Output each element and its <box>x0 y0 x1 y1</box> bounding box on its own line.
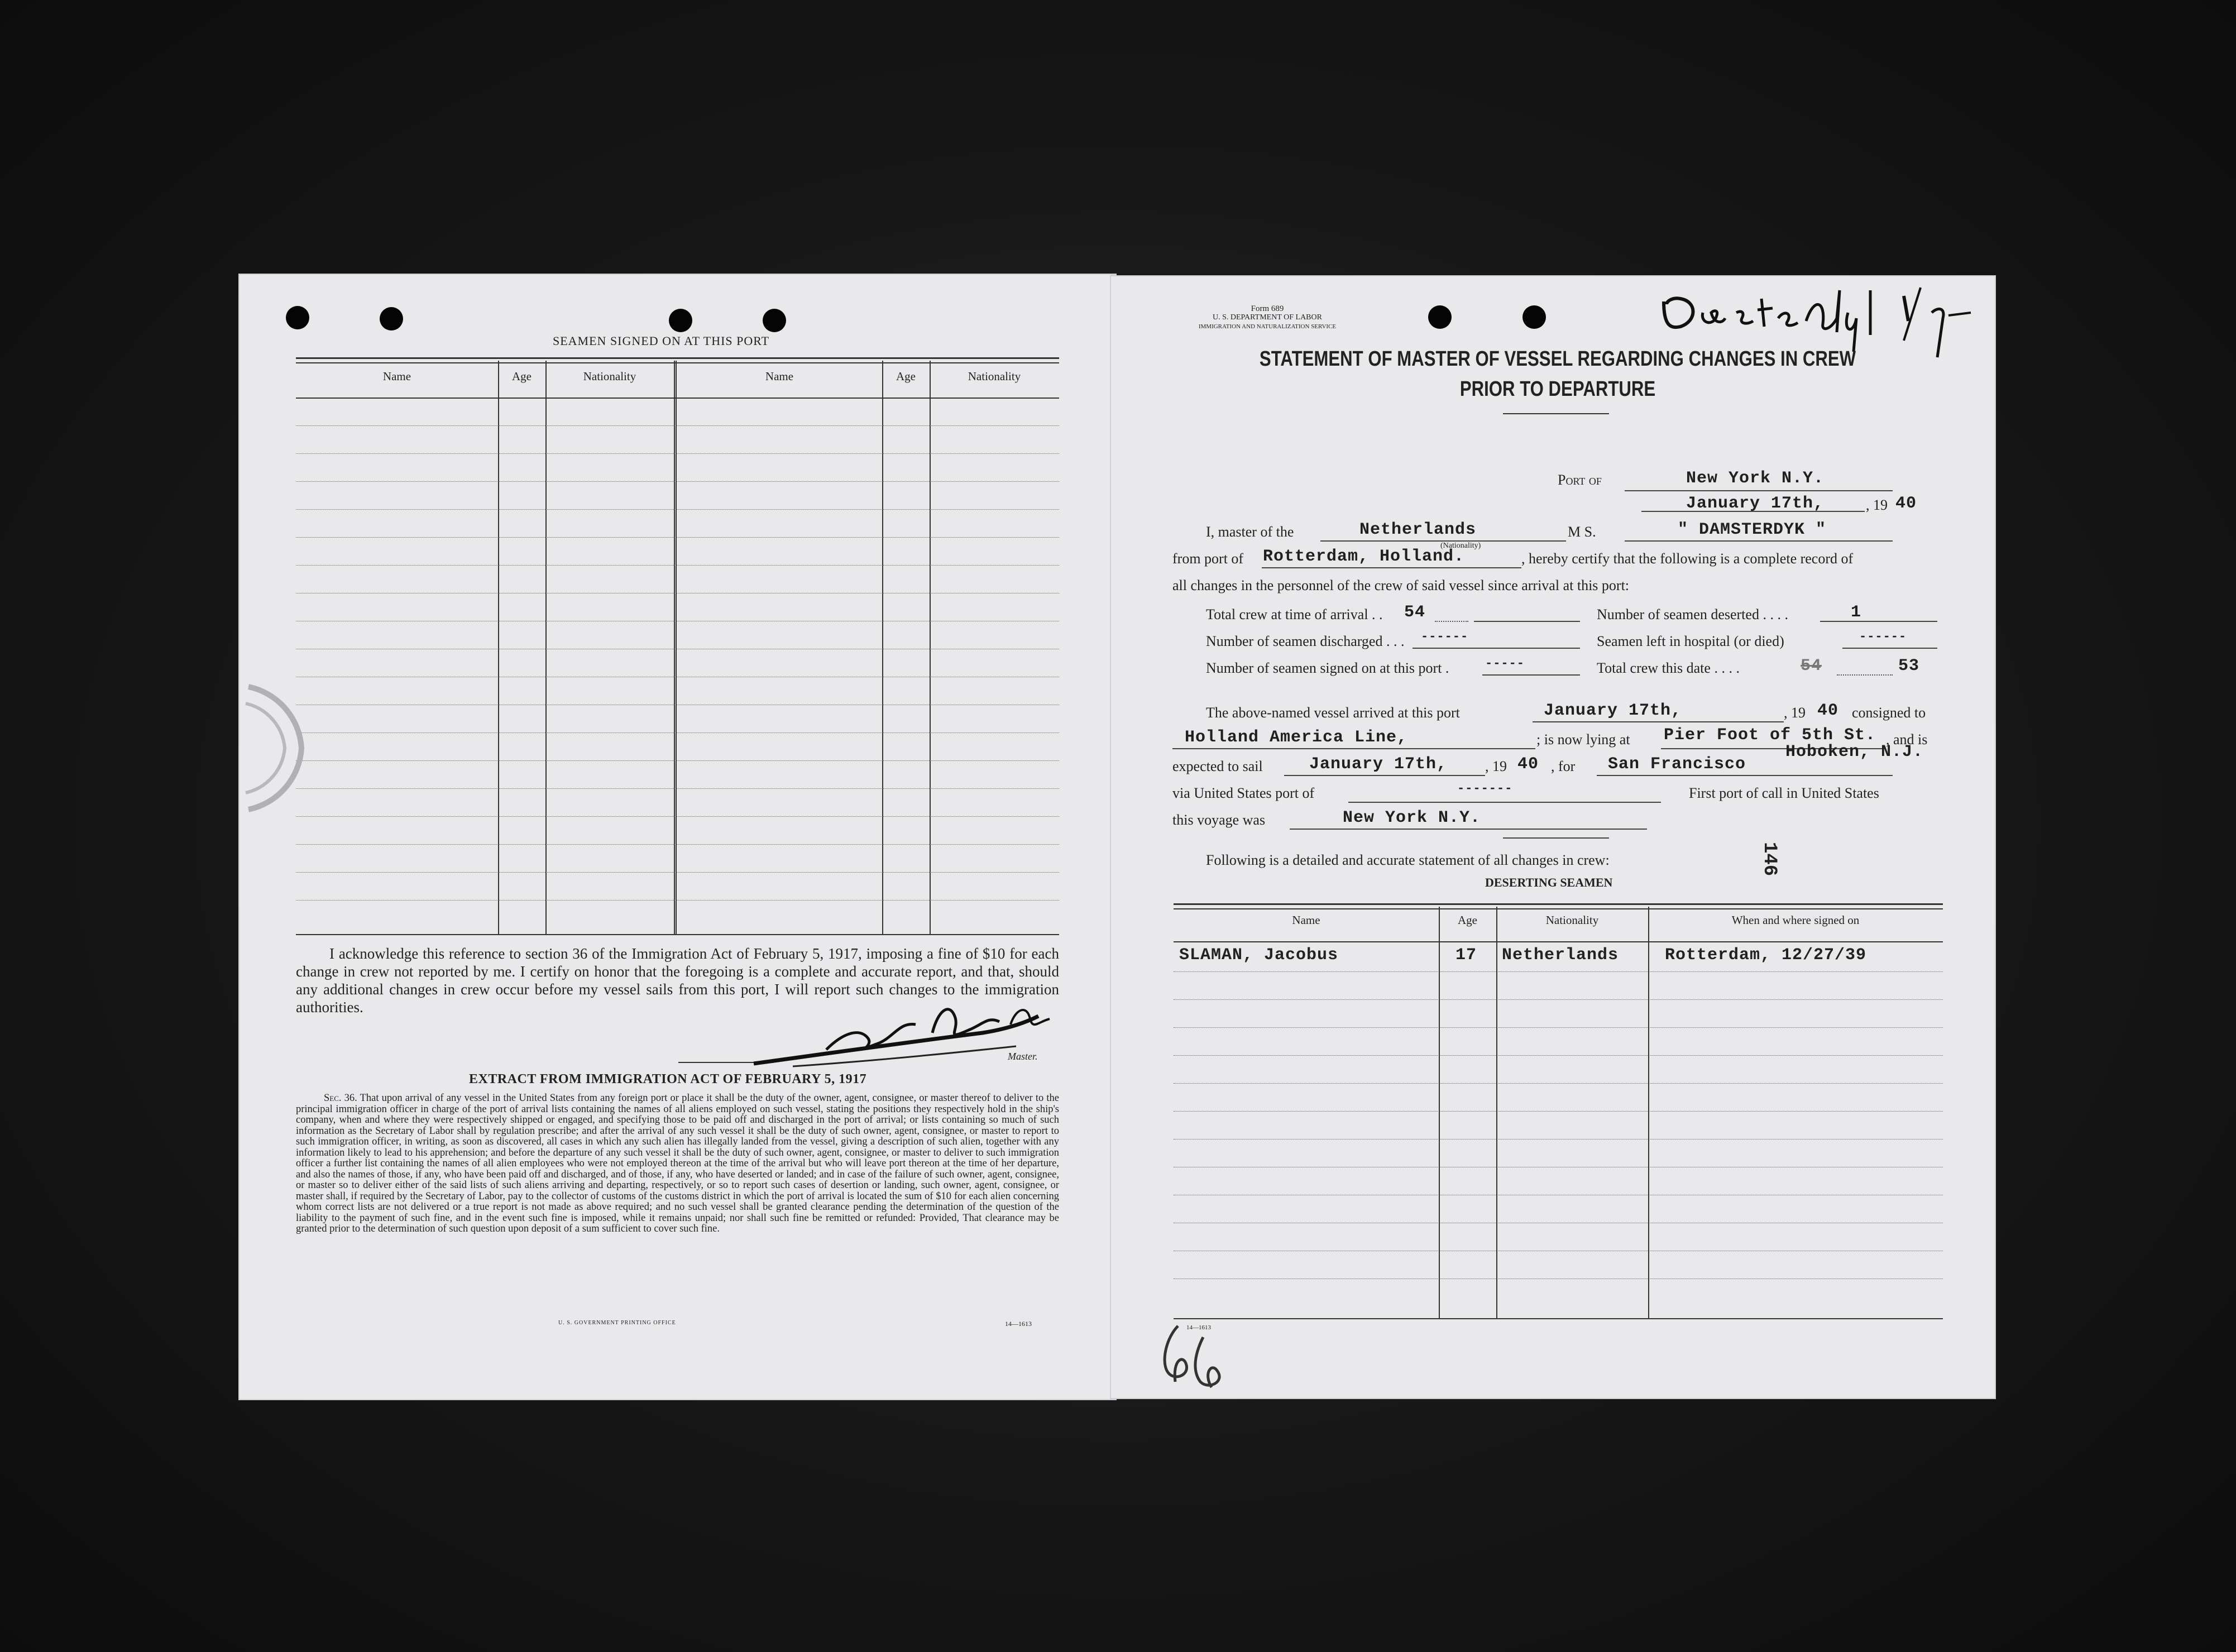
nationality-value: Netherlands <box>1359 520 1477 539</box>
count-underline <box>1842 648 1937 649</box>
title-rule <box>1503 413 1609 414</box>
section-body: That upon arrival of any vessel in the United States from any foreign port or place it shall be the duty of the owner, agent, consignee, or master thereof to deliver to the principal immigration officer in charge of the port of arrival lists containing the names of all aliens employed on such vessel, stating the positions they respectively hold in the ship's company, when and where they were respectively shipped or engaged, and specifying those to be paid off and discharged in the port of arrival; or lists containing so much of such information as the Secretary of Labor shall by regulation prescribe; and after the arrival of any such vessel it shall be the duty of such owner, agent, consignee, or master to report to such immigration officer, in writing, as soon as discovered, all cases in which any such alien has illegally landed from the vessel, giving a description of such alien, together with any information likely to lead to his apprehension; and before the departure of any such vessel it shall be the duty of such owner, agent, consignee, or master to deliver to such immigration officer a further list containing the names of all alien employees who were not employed thereon at the time of the arrival but who will leave port thereon at the time of her departure, and also the names of those, if any, who have been paid off and discharged, and of those, if any, who have deserted or landed; and in case of the failure of such owner, agent, consignee, or master so to deliver either of the said lists of such aliens arriving and departing, respectively, or so to report such cases of desertion or landing, such owner, agent, consignee, or master shall, if required by the Secretary of Labor, pay to the collector of customs of the customs district in which the port of arrival is located the sum of $10 for each alien concerning whom correct lists are not delivered or a true report is not made as above required; and no such vessel shall be granted clearance pending the determination of the question of the liability to the payment of such fine, and in the event such fine is imposed, while it remains unpaid; nor shall such fine be remitted or refunded: Provided, That clearance may be granted prior to the determination of such question upon deposit of a sum sufficient to cover such fine. <box>296 1093 1059 1234</box>
pier-value-2: Hoboken, N.J. <box>1785 743 1924 762</box>
deserting-seamen-table <box>1174 903 1943 1319</box>
column-header: Name <box>1292 913 1320 927</box>
printer-credit: U. S. GOVERNMENT PRINTING OFFICE <box>558 1320 676 1326</box>
voyage-underline <box>1290 829 1647 830</box>
consignee: Holland America Line, <box>1185 728 1408 747</box>
extract-title: EXTRACT FROM IMMIGRATION ACT OF FEBRUARY 5, 1917 <box>469 1072 867 1086</box>
column-header: Nationality <box>1545 913 1599 927</box>
pier-value: Pier Foot of 5th St. <box>1664 726 1876 745</box>
section-label: Sec. 36. <box>324 1093 357 1104</box>
seamen-signed-on-table <box>296 357 1059 935</box>
count-underline <box>1474 621 1580 622</box>
master-signature <box>748 999 1083 1075</box>
lying-label: ; is now lying at <box>1536 731 1630 748</box>
seamen-discharged: ------ <box>1421 630 1469 644</box>
seaman-signed-on: Rotterdam, 12/27/39 <box>1665 946 1867 965</box>
column-header: Nationality <box>968 370 1021 383</box>
count-underline <box>1482 674 1580 676</box>
count-underline <box>1413 648 1580 649</box>
nationality-caption: (Nationality) <box>1440 542 1481 550</box>
section-rule <box>1503 837 1609 839</box>
column-header: Nationality <box>583 370 636 383</box>
arrived-label: The above-named vessel arrived at this port <box>1206 705 1460 721</box>
consignee-underline <box>1172 748 1535 749</box>
following-text: Following is a detailed and accurate statement of all changes in crew: <box>1206 852 1610 868</box>
certify-text: , hereby certify that the following is a complete record of <box>1521 550 1854 567</box>
title-line-1: STATEMENT OF MASTER OF VESSEL REGARDING CHANGES IN CREW <box>1259 347 1856 371</box>
embossed-seal <box>243 676 304 823</box>
seamen-deserted-label: Number of seamen deserted . . . . <box>1597 606 1788 623</box>
side-number: 146 <box>1759 842 1780 877</box>
from-port-underline <box>1262 567 1521 568</box>
column-header: Age <box>1458 913 1477 927</box>
punch-hole <box>380 307 403 331</box>
column-header: Age <box>512 370 532 383</box>
seamen-hospital: ------ <box>1859 630 1907 644</box>
port-underline <box>1625 490 1893 491</box>
punch-hole <box>763 309 786 332</box>
extract-text <box>296 1093 1059 1235</box>
seamen-discharged-label: Number of seamen discharged . . . <box>1206 633 1405 649</box>
column-header: When and where signed on <box>1731 913 1860 927</box>
date-value: January 17th, <box>1686 494 1825 513</box>
vessel-prefix: M S. <box>1568 524 1596 540</box>
arrived-value: January 17th, <box>1544 701 1682 720</box>
master-of-label: I, master of the <box>1206 524 1294 540</box>
seamen-signed-label: Number of seamen signed on at this port . <box>1206 660 1449 676</box>
destination-underline <box>1597 775 1893 776</box>
first-port-label: First port of call in United States <box>1689 785 1879 801</box>
seamen-signed: ----- <box>1485 657 1525 671</box>
certify-text-2: all changes in the personnel of the crew of said vessel since arrival at this port: <box>1172 577 1630 593</box>
seaman-age: 17 <box>1455 946 1477 965</box>
arrived-year: 40 <box>1817 701 1839 720</box>
year-prefix: , 19 <box>1784 705 1806 721</box>
for-label: , for <box>1551 758 1576 774</box>
seaman-name: SLAMAN, Jacobus <box>1179 946 1339 965</box>
seamen-hospital-label: Seamen left in hospital (or died) <box>1597 633 1784 649</box>
sail-underline <box>1284 775 1485 776</box>
column-header: Age <box>896 370 916 383</box>
form-number: Form 689 <box>1251 304 1284 313</box>
department-name: U. S. DEPARTMENT OF LABOR <box>1213 313 1322 322</box>
from-port-label: from port of <box>1172 550 1244 567</box>
consigned-label: consigned to <box>1852 705 1926 721</box>
total-crew-date-label: Total crew this date . . . . <box>1597 660 1740 676</box>
port-label: Port of <box>1558 472 1602 488</box>
total-crew-date-struck: 54 <box>1801 657 1822 676</box>
total-crew-arrival: 54 <box>1404 603 1426 622</box>
seamen-deserted: 1 <box>1851 603 1862 622</box>
form-code: 14—1613 <box>1005 1320 1032 1328</box>
year-prefix: , 19 <box>1866 497 1888 513</box>
form-header <box>1172 304 1362 331</box>
punch-hole <box>1522 305 1546 329</box>
via-underline <box>1348 802 1661 803</box>
total-crew-date: 53 <box>1898 657 1920 676</box>
dot-leader <box>1435 621 1468 622</box>
punch-hole <box>286 306 309 329</box>
punch-hole <box>669 309 692 332</box>
and-is-label: , and is <box>1886 731 1928 748</box>
destination: San Francisco <box>1608 755 1746 774</box>
punch-hole <box>1428 305 1452 329</box>
via-label: via United States port of <box>1172 785 1315 801</box>
left-table-title: SEAMEN SIGNED ON AT THIS PORT <box>553 334 770 348</box>
from-port-value: Rotterdam, Holland. <box>1263 547 1465 566</box>
total-crew-arrival-label: Total crew at time of arrival . . <box>1206 606 1383 623</box>
seaman-nationality: Netherlands <box>1502 946 1619 965</box>
master-label: Master. <box>1008 1051 1038 1062</box>
count-underline <box>1820 621 1937 622</box>
vessel-name: " DAMSTERDYK " <box>1678 520 1827 539</box>
voyage-label: this voyage was <box>1172 812 1266 828</box>
title-line-2: PRIOR TO DEPARTURE <box>1459 377 1656 401</box>
column-header: Name <box>765 370 794 383</box>
via-value: ------- <box>1457 782 1513 796</box>
expected-label: expected to sail <box>1172 758 1263 774</box>
arrived-underline <box>1533 721 1784 722</box>
dot-leader <box>1837 674 1893 676</box>
service-name: IMMIGRATION AND NATURALIZATION SERVICE <box>1198 323 1337 330</box>
deserting-seamen-title: DESERTING SEAMEN <box>1485 875 1613 889</box>
vessel-underline <box>1625 540 1893 542</box>
port-value: New York N.Y. <box>1686 469 1825 488</box>
sail-year: 40 <box>1517 755 1539 774</box>
handwritten-initials <box>1156 1320 1239 1401</box>
acknowledgement-text: I acknowledge this reference to section 36 of the Immigration Act of February 5, 1917, imposing a fine of $10 for each change in crew not reported by me. I certify on honor that the foregoing is a complete and accurate report, and that, should any additional changes in crew occur before my vessel sails from this port, I will report such changes to the immigration authorities. <box>296 945 1059 1016</box>
form-code: 14—1613 <box>1186 1324 1211 1331</box>
date-year: 40 <box>1895 494 1917 513</box>
column-header: Name <box>382 370 411 383</box>
sail-date: January 17th, <box>1309 755 1448 774</box>
form-title <box>1242 344 1874 404</box>
voyage-value: New York N.Y. <box>1343 808 1481 827</box>
year-prefix: , 19 <box>1485 758 1507 774</box>
